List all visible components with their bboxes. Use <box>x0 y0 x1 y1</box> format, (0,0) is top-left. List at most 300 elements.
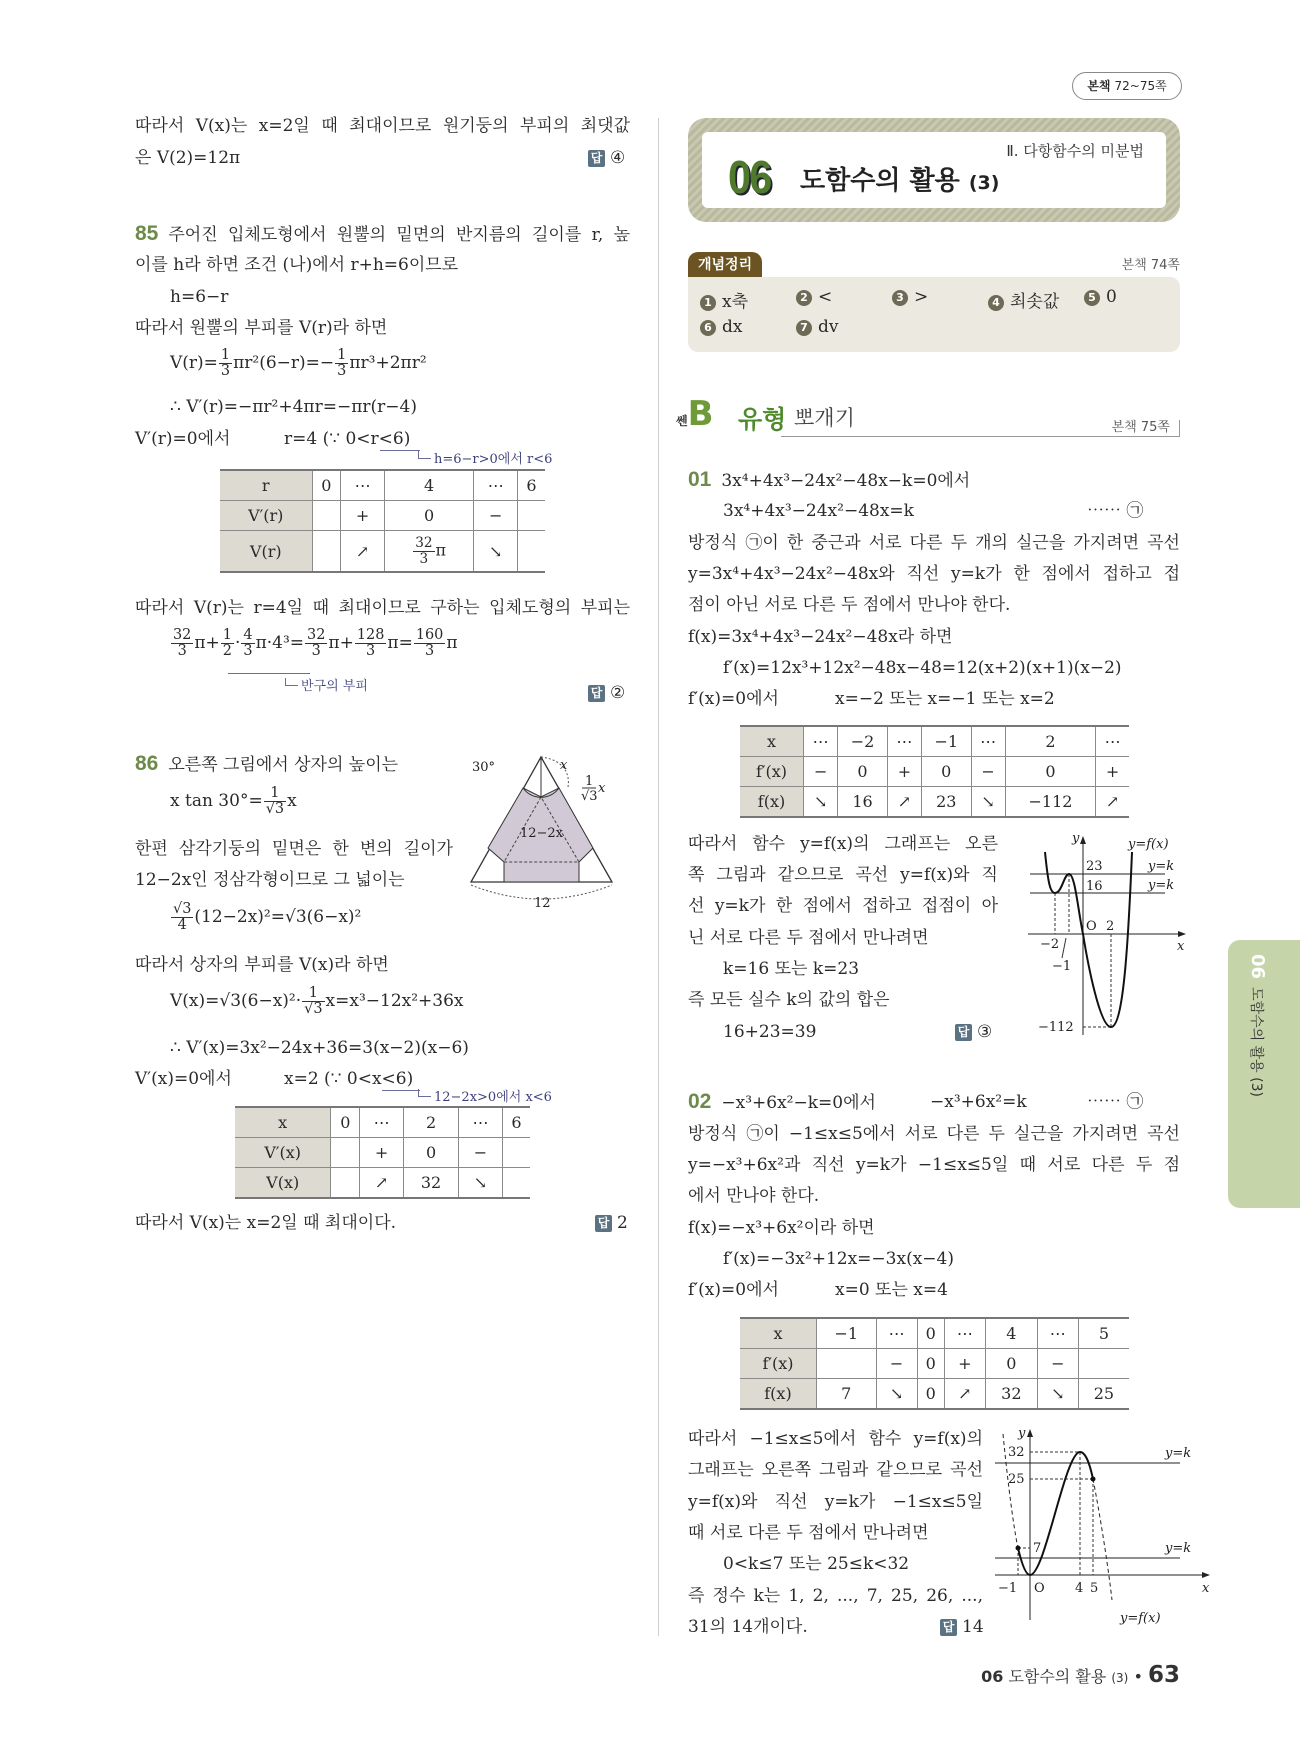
table-row <box>740 757 1129 787</box>
origin-label: O <box>1034 1581 1045 1596</box>
x-axis-label: x <box>1177 939 1185 954</box>
section-title-light: 뽀개기 <box>794 406 855 430</box>
table-cell <box>838 757 888 787</box>
math-text: ⋯ <box>888 1324 905 1343</box>
math-line: k=16 또는 k=23 <box>723 959 860 979</box>
circled-number: 2 <box>796 290 812 306</box>
answer-value: 2 <box>617 1213 628 1233</box>
denominator: 2 <box>222 643 232 660</box>
math-text: V′(r) <box>248 506 284 525</box>
math: 3x⁴+4x³−24x²−48x−k=0에서 <box>721 471 971 491</box>
math-line: f′(x)=0에서 <box>688 689 779 709</box>
math-text: 0 <box>1006 1354 1017 1373</box>
math-text: 0 <box>925 1354 936 1373</box>
math-text: − <box>889 1354 904 1373</box>
table-cell <box>404 1168 459 1199</box>
line-label-y-k: y=k <box>1165 1446 1192 1461</box>
table-cell <box>1078 1318 1129 1349</box>
math-line: f′(x)=−3x²+12x=−3x(x−4) <box>723 1249 954 1269</box>
math-text: V(x)=√3(6−x)²· <box>170 991 302 1012</box>
circled-number: 5 <box>1084 290 1100 306</box>
underline <box>380 450 420 451</box>
footer-title-suffix: (3) <box>1111 1671 1129 1685</box>
table-cell <box>985 1318 1037 1349</box>
math-text: + <box>958 1354 972 1373</box>
answer-badge: 답 <box>588 685 605 702</box>
answer-badge: 답 <box>940 1619 957 1636</box>
text-line: y=f(x)와 직선 y=k가 −1≤x≤5일 <box>688 1492 983 1512</box>
circled-number: 1 <box>700 295 716 311</box>
concept-answer: > <box>914 287 929 307</box>
math-text: ↗ <box>374 1173 389 1192</box>
row-label-cell <box>740 1318 816 1349</box>
problem-number: 02 <box>688 1090 712 1113</box>
table-cell <box>922 726 972 757</box>
text-line: 따라서 V(x)는 x=2일 때 최대이므로 원기둥의 부피의 최댓값 <box>135 116 631 136</box>
row-label-cell <box>740 726 804 757</box>
math-text: ⋯ <box>812 732 829 751</box>
table-cell <box>1005 787 1096 818</box>
denominator: 3 <box>311 643 321 660</box>
math-text: ↘ <box>473 1173 488 1192</box>
text-line: 즉 정수 k는 1, 2, ..., 7, 25, 26, ..., <box>688 1586 983 1606</box>
table-cell <box>917 1349 944 1379</box>
text-line: 12−2x인 정삼각형이므로 그 넓이는 <box>135 870 405 890</box>
table-cell <box>1005 726 1096 757</box>
footer-bullet: • <box>1133 1667 1143 1686</box>
text-line: 즉 모든 실수 k의 값의 합은 <box>688 990 890 1010</box>
table-header-row <box>740 726 1129 757</box>
header-rule <box>781 436 1180 437</box>
inner-side-label: 12−2x <box>520 826 564 841</box>
curve-label: y=f(x) <box>1120 1611 1161 1626</box>
math-text: ↗ <box>1105 792 1120 811</box>
footer-chapter-number: 06 <box>981 1667 1004 1686</box>
math-line: f′(x)=0에서 <box>688 1280 779 1300</box>
text-line: y=−x³+6x²과 직선 y=k가 −1≤x≤5일 때 서로 다른 두 점 <box>688 1155 1181 1175</box>
y-axis-label: y <box>1018 1426 1026 1441</box>
concept-answer: 최솟값 <box>1010 292 1060 312</box>
problem-number: 01 <box>688 468 712 491</box>
math-text: 0 <box>424 506 435 525</box>
text-line <box>688 1089 876 1116</box>
annotation-text: 반구의 부피 <box>301 679 368 694</box>
annotation <box>418 1089 552 1106</box>
equation-marker: ⋯⋯ ㉠ <box>1087 501 1144 521</box>
text-line: 한편 삼각기둥의 밑면은 한 변의 길이가 <box>135 839 453 859</box>
table-header-row <box>740 1318 1129 1349</box>
math-text: ↘ <box>1051 1384 1065 1403</box>
math-text: V′(x) <box>264 1143 302 1162</box>
answer-value: ② <box>610 683 626 703</box>
table-cell <box>474 470 518 501</box>
text-line: 따라서 원뿔의 부피를 V(r)라 하면 <box>135 318 388 338</box>
math-text: ↗ <box>897 792 912 811</box>
math-text: − <box>473 1143 488 1162</box>
concept-item <box>796 317 839 337</box>
table-cell <box>312 531 341 573</box>
math-line <box>170 786 297 817</box>
fraction <box>335 348 348 379</box>
table-cell <box>502 1168 530 1199</box>
math-text: πr³+2πr² <box>349 353 427 374</box>
math-line <box>170 986 464 1017</box>
table-cell <box>474 501 518 531</box>
x-label: x <box>560 758 568 773</box>
denominator: 3 <box>425 643 435 660</box>
table-cell <box>502 1107 530 1138</box>
chapter-title-suffix: (3) <box>968 172 1000 194</box>
math-text: + <box>374 1143 389 1162</box>
table-cell <box>971 757 1005 787</box>
math-line: 0<k≤7 또는 25≤k<32 <box>723 1554 910 1574</box>
concept-answer: < <box>818 287 833 307</box>
math-text: ⋯ <box>956 1324 973 1343</box>
angle-label: 30° <box>472 760 496 775</box>
concept-item <box>796 287 832 307</box>
text-line: 따라서 상자의 부피를 V(x)라 하면 <box>135 955 389 975</box>
tick-minus-2: −2 <box>1040 937 1060 952</box>
concept-item <box>1084 287 1117 307</box>
text-line: 선 y=k가 한 점에서 접하고 접점이 아 <box>688 896 998 916</box>
math-text: ⋯ <box>354 476 371 495</box>
text: 오른쪽 그림에서 상자의 높이는 <box>168 755 399 775</box>
table-cell <box>331 1168 360 1199</box>
math-line: 16+23=39 <box>723 1022 817 1042</box>
page-footer <box>981 1662 1180 1688</box>
concept-item <box>892 287 928 307</box>
math-text: ⋯ <box>472 1113 489 1132</box>
math-text: ↗ <box>958 1384 972 1403</box>
numerator: 32 <box>173 627 192 643</box>
fraction <box>414 628 446 659</box>
math-text: ⋯ <box>896 732 913 751</box>
text-line <box>135 751 398 778</box>
answer <box>955 1019 992 1045</box>
table-cell <box>341 531 385 573</box>
table-row <box>740 787 1129 818</box>
math-text: π= <box>387 633 413 654</box>
denominator: 3 <box>366 643 376 660</box>
math-text: r <box>261 476 270 495</box>
table-header-row <box>220 470 545 501</box>
table-cell <box>360 1107 404 1138</box>
quartic-graph <box>1020 830 1190 1040</box>
table-row <box>220 531 545 573</box>
triangle-box-figure <box>460 745 640 915</box>
math-text: x <box>767 732 777 751</box>
section-title-bold: 유형 <box>738 405 787 434</box>
math-text: x <box>773 1324 783 1343</box>
math-text: + <box>897 762 912 781</box>
answer-badge: 답 <box>595 1215 612 1232</box>
variation-table <box>740 1317 1129 1410</box>
fraction <box>264 786 286 817</box>
text-line: 31의 14개이다. <box>688 1617 808 1637</box>
table-cell <box>1078 1379 1129 1410</box>
table-cell <box>804 757 838 787</box>
fraction <box>355 628 387 659</box>
table-cell <box>887 757 921 787</box>
math-line: f(x)=3x⁴+4x³−24x²−48x라 하면 <box>688 627 953 647</box>
concept-item <box>700 287 748 312</box>
text-line: 그래프는 오른쪽 그림과 같으므로 곡선 <box>688 1460 984 1480</box>
endpoint-dot <box>1016 1546 1021 1551</box>
math-text: −2 <box>850 732 875 751</box>
variation-table <box>220 469 545 573</box>
math-line: f(x)=−x³+6x²이라 하면 <box>688 1218 875 1238</box>
denominator: 3 <box>220 363 231 380</box>
denominator: √3 <box>265 801 285 818</box>
row-label-cell <box>220 531 312 573</box>
row-label-cell <box>235 1107 331 1138</box>
variation-table <box>740 725 1129 818</box>
math-text: ⋯ <box>373 1113 390 1132</box>
table-cell <box>518 531 545 573</box>
table-cell <box>518 501 545 531</box>
table-cell <box>384 501 473 531</box>
table-cell <box>887 726 921 757</box>
math-line <box>170 902 361 933</box>
fraction <box>221 628 234 659</box>
math-text: 0 <box>1045 762 1056 781</box>
text-line: y=3x⁴+4x³−24x²−48x와 직선 y=k가 한 점에서 접하고 접 <box>688 564 1181 584</box>
x-axis-arrow <box>1178 931 1186 937</box>
math-text: x tan 30°= <box>170 791 263 812</box>
table-cell <box>816 1379 876 1410</box>
row-label-cell <box>740 1349 816 1379</box>
concept-answer: x축 <box>722 292 749 312</box>
text-line: 방정식 ㉠이 −1≤x≤5에서 서로 다른 두 실근을 가지려면 곡선 <box>688 1124 1180 1144</box>
answer-value: ④ <box>610 148 626 168</box>
math-text: V(r)= <box>170 353 218 374</box>
table-cell <box>917 1379 944 1410</box>
annotation <box>285 678 368 695</box>
text-line: 에서 만나야 한다. <box>688 1186 820 1206</box>
math-text: ⋯ <box>1049 1324 1066 1343</box>
answer <box>588 680 625 706</box>
math-text: − <box>1051 1354 1065 1373</box>
math-line: x=−2 또는 x=−1 또는 x=2 <box>835 689 1055 709</box>
math-line: x=0 또는 x=4 <box>835 1280 948 1300</box>
equation-marker: ⋯⋯ ㉠ <box>1087 1092 1144 1112</box>
answer-badge: 답 <box>955 1024 972 1041</box>
table-cell <box>917 1318 944 1349</box>
table-cell <box>816 1318 876 1349</box>
math-text: f(x) <box>764 1384 792 1403</box>
math-text: 0 <box>941 762 952 781</box>
fraction <box>171 628 193 659</box>
header-rule-end <box>1179 420 1180 436</box>
numerator: 1 <box>264 786 286 802</box>
table-cell <box>922 787 972 818</box>
height-label-numerator: 1 <box>585 774 594 789</box>
table-cell <box>360 1138 404 1168</box>
table-cell <box>341 501 385 531</box>
fraction <box>171 902 193 933</box>
tick-minus-112: −112 <box>1038 1020 1074 1035</box>
answer-value: ③ <box>977 1022 993 1042</box>
math-text: 0 <box>925 1324 936 1343</box>
curve-label: y=f(x) <box>1128 837 1169 852</box>
concept-book-ref: 본책 74쪽 <box>1121 258 1180 273</box>
math-text: 32 <box>420 1173 442 1192</box>
math-text: 0 <box>925 1384 936 1403</box>
concept-item <box>700 317 742 337</box>
text-line: 방정식 ㉠이 한 중근과 서로 다른 두 개의 실근을 가지려면 곡선 <box>688 533 1180 553</box>
math-text: 0 <box>857 762 868 781</box>
text-line: 이를 h라 하면 조건 (나)에서 r+h=6이므로 <box>135 255 459 275</box>
origin-label: O <box>1086 919 1097 934</box>
numerator: 128 <box>356 627 385 643</box>
table-cell <box>816 1349 876 1379</box>
annotation-hook <box>418 1089 431 1097</box>
answer <box>940 1614 984 1640</box>
underline <box>228 673 310 674</box>
table-cell <box>404 1138 459 1168</box>
tick-32: 32 <box>1008 1445 1025 1460</box>
math: −x³+6x²−k=0에서 <box>721 1093 876 1113</box>
math-text: 32 <box>1001 1384 1022 1403</box>
math-text: x=x³−12x²+36x <box>325 991 464 1012</box>
numerator: 1 <box>337 347 347 363</box>
text-line: 따라서 −1≤x≤5에서 함수 y=f(x)의 <box>688 1429 983 1449</box>
fraction <box>413 536 434 566</box>
tick-23: 23 <box>1086 859 1103 874</box>
math-text: 6 <box>511 1113 522 1132</box>
table-cell <box>312 470 341 501</box>
sseon-b-logo <box>676 394 714 434</box>
math-text: f′(x) <box>755 762 788 781</box>
table-cell <box>944 1349 985 1379</box>
circled-number: 7 <box>796 320 812 336</box>
text-line: 닌 서로 다른 두 점에서 만나려면 <box>688 928 929 948</box>
math-text: 0 <box>340 1113 351 1132</box>
footer-chapter-title: 도함수의 활용 <box>1008 1667 1107 1686</box>
math-text: 25 <box>1093 1384 1115 1403</box>
math-text: ⋯ <box>487 476 504 495</box>
unit-label: Ⅱ. 다항함수의 미분법 <box>1006 142 1144 160</box>
math-text: ↘ <box>981 792 995 811</box>
math-text: ⋯ <box>1104 732 1121 751</box>
x-axis-label: x <box>1202 1581 1210 1596</box>
math-text: − <box>981 762 995 781</box>
denominator: 3 <box>243 643 253 660</box>
math-text: · <box>234 633 241 654</box>
table-cell <box>331 1138 360 1168</box>
table-cell <box>341 470 385 501</box>
row-label-cell <box>220 470 312 501</box>
table-cell <box>459 1107 503 1138</box>
table-cell <box>922 757 972 787</box>
chapter-title <box>800 160 999 197</box>
math-text: f′(x) <box>762 1354 794 1373</box>
text-line: 때 서로 다른 두 점에서 만나려면 <box>688 1523 929 1543</box>
table-cell <box>518 470 545 501</box>
math-text: 5 <box>1098 1324 1110 1343</box>
denominator: 3 <box>337 363 347 380</box>
numerator: 4 <box>243 627 253 643</box>
math-text: 6 <box>526 476 537 495</box>
table-cell <box>1037 1349 1078 1379</box>
table-cell <box>876 1318 917 1349</box>
math-text: π <box>435 540 447 560</box>
annotation-hook <box>418 451 431 459</box>
math-text: −1 <box>834 1324 859 1343</box>
table-cell <box>312 501 341 531</box>
math-text: ↘ <box>813 792 828 811</box>
table-cell <box>1078 1349 1129 1379</box>
tick-2: 2 <box>1106 919 1115 934</box>
circled-number: 3 <box>892 290 908 306</box>
pointer-arrow <box>1062 938 1066 958</box>
math-text: π+ <box>328 633 354 654</box>
concept-answer: dx <box>722 317 743 337</box>
annotation-text: h=6−r>0에서 r<6 <box>434 452 553 467</box>
concept-summary-tag: 개념정리 <box>688 252 762 278</box>
table-cell <box>971 787 1005 818</box>
math-text: V(r) <box>249 541 282 561</box>
chapter-number: 06 <box>728 151 771 203</box>
math-line: f′(x)=12x³+12x²−48x−48=12(x+2)(x+1)(x−2) <box>723 658 1122 678</box>
math-line: −x³+6x²=k <box>930 1092 1027 1112</box>
base-label: 12 <box>534 896 551 911</box>
table-cell <box>1037 1318 1078 1349</box>
math-text: x <box>278 1113 288 1132</box>
numerator: 1 <box>222 627 232 643</box>
math-text: 4 <box>1006 1324 1017 1343</box>
math-line <box>170 628 458 659</box>
table-cell <box>944 1318 985 1349</box>
chapter-title-box <box>688 118 1180 222</box>
underline <box>382 1090 420 1091</box>
height-label-x: x <box>598 781 606 796</box>
book-reference-pill <box>1072 72 1182 100</box>
text-line: 은 V(2)=12π <box>135 148 241 168</box>
cubic-graph <box>990 1425 1230 1630</box>
annotation-text: 12−2x>0에서 x<6 <box>434 1090 552 1105</box>
table-cell <box>1096 787 1129 818</box>
answer <box>595 1210 628 1236</box>
numerator: 1 <box>302 986 324 1002</box>
math-text: V(x) <box>266 1173 300 1192</box>
side-tab-number: 06 <box>1247 954 1268 980</box>
math-text: ⋯ <box>980 732 997 751</box>
table-cell <box>971 726 1005 757</box>
column-divider <box>658 118 659 1636</box>
table-cell <box>876 1349 917 1379</box>
math-text: 16 <box>852 792 873 811</box>
row-label-cell <box>740 757 804 787</box>
tick-minus-1: −1 <box>1052 959 1072 974</box>
math-text: x <box>287 791 297 812</box>
annotation <box>418 451 552 468</box>
y-axis-label: y <box>1072 831 1080 846</box>
math-line: V′(r)=0에서 <box>135 429 231 449</box>
tick-minus-1: −1 <box>998 1581 1018 1596</box>
circled-number: 6 <box>700 320 716 336</box>
chapter-side-tab <box>1228 940 1300 1208</box>
fraction <box>219 348 232 379</box>
math-line <box>170 348 427 379</box>
table-cell <box>384 470 473 501</box>
table-cell <box>502 1138 530 1168</box>
curve-y-fx <box>1018 1452 1093 1575</box>
logo-letter: B <box>687 394 714 434</box>
text-line: 따라서 V(x)는 x=2일 때 최대이다. <box>135 1213 397 1233</box>
line-label-y-k: y=k <box>1165 1541 1192 1556</box>
denominator: 3 <box>419 550 429 567</box>
